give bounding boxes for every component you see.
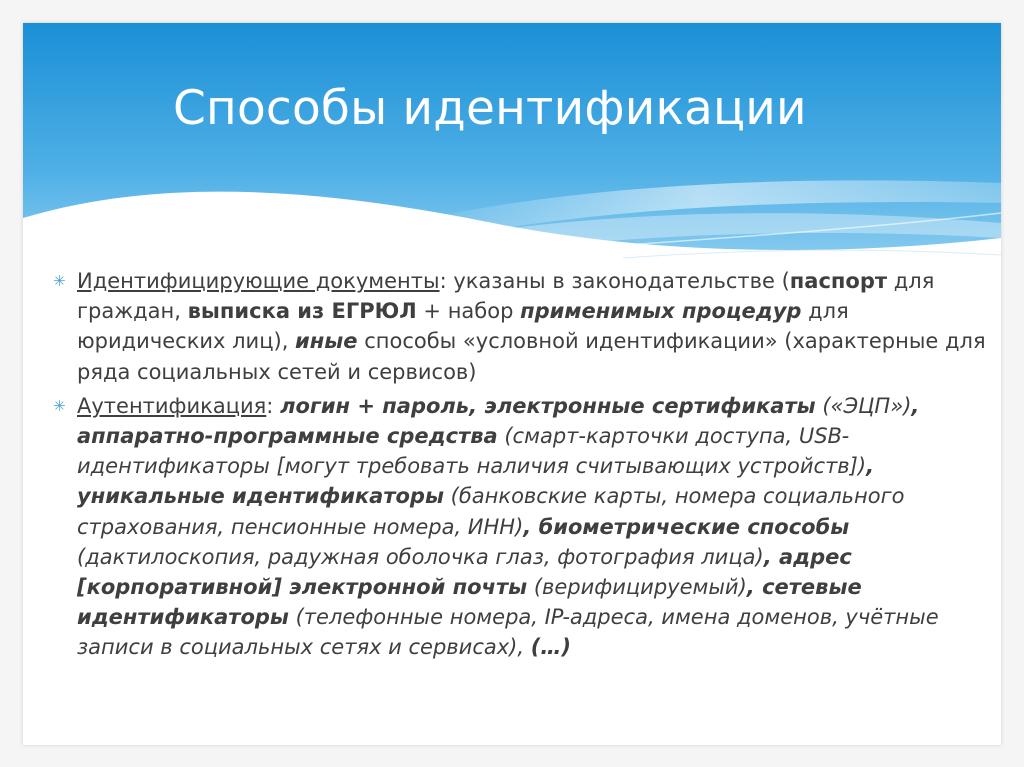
italic-span: (дактилоскопия, радужная оболочка глаз, фотография лица): [77, 544, 764, 569]
italic-span: (банковские карты, номера социального страхования, пенсионные номера, ИНН): [77, 484, 905, 539]
bold-italic-span: , сетевые идентификаторы: [77, 575, 862, 630]
bold-italic-span: логин + пароль, электронные сертификаты: [280, 393, 816, 418]
bold-italic-span: , биометрические способы: [523, 514, 850, 539]
italic-span: (верифицируемый): [527, 575, 747, 600]
slide-title: Способы идентификации: [173, 81, 807, 136]
bullet-list: [53, 266, 993, 667]
list-item: [53, 266, 993, 387]
italic-span: (смарт-карточки доступа, USB-идентификаторы [могут требовать наличия считывающих устройств]): [77, 424, 867, 479]
ellipsis-span: (…): [530, 635, 571, 660]
text-span: для граждан,: [77, 269, 935, 324]
list-item: [53, 391, 993, 663]
bold-italic-span: иные: [295, 329, 358, 354]
slide: [23, 23, 1001, 745]
italic-span: («ЭЦП»): [815, 393, 912, 418]
text-span: для юридических лиц),: [77, 299, 849, 354]
bold-italic-span: , адрес [корпоративной] электронной почты: [77, 544, 852, 600]
term-identifying-documents: Идентифицирующие документы: [77, 269, 440, 293]
italic-span: (телефонные номера, IP-адреса, имена доменов, учётные записи в социальных сетях и сервисах),: [77, 605, 939, 660]
bold-italic-span: , аппаратно-программные средства: [77, 393, 920, 449]
bold-italic-span: , уникальные идентификаторы: [77, 454, 875, 509]
header-wave-background: [23, 23, 1001, 293]
text-span: : указаны в законодательстве (: [439, 269, 790, 293]
text-span: + набор: [416, 299, 521, 324]
bold-span: паспорт: [789, 269, 888, 293]
bold-span: выписка из ЕГРЮЛ: [187, 299, 417, 324]
text-span: :: [266, 393, 281, 418]
term-authentication: Аутентификация: [77, 393, 267, 418]
text-span: способы «условной идентификации» (характерные для ряда социальных сетей и сервисов): [77, 329, 986, 384]
asterisk-bullet-icon: ✳: [53, 272, 66, 290]
asterisk-bullet-icon: ✳: [53, 396, 66, 415]
bold-italic-span: применимых процедур: [520, 299, 802, 324]
